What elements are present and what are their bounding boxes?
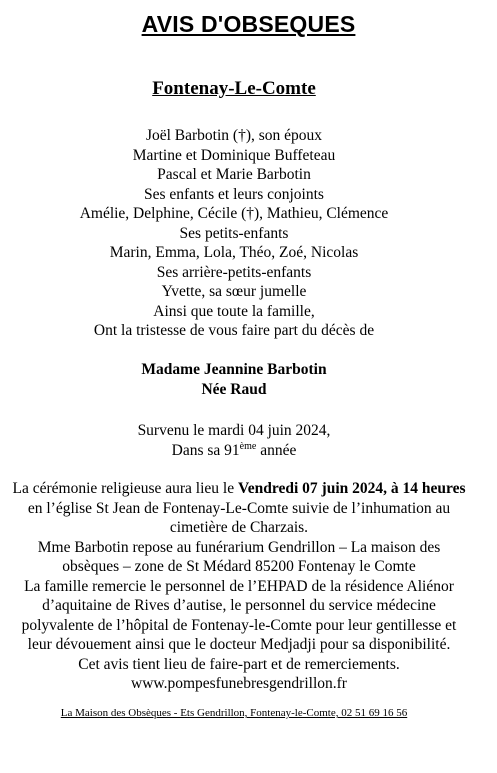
family-line: Amélie, Delphine, Cécile (†), Mathieu, Clémence bbox=[79, 205, 389, 222]
notice-line: Cet avis tient lieu de faire-part et de remerciements. bbox=[78, 655, 400, 673]
family-line: Ainsi que toute la famille, bbox=[153, 302, 315, 320]
ceremony-paragraph bbox=[8, 479, 470, 538]
family-line: Joël Barbotin (†), son époux bbox=[145, 127, 323, 144]
thanks-paragraph: La famille remercie le personnel de l’EHPAD de la résidence Aliénor d’aquitaine de Rives d’autise, le personnel du service médecine polyvalente de l’hôpital de Fontenay-le-Comte pour leur gentillesse et leur dévouement ainsi que le docteur Medjadji pour sa disponibilité. bbox=[21, 577, 457, 653]
age-line bbox=[0, 441, 468, 461]
deceased-maiden-name: Née Raud bbox=[201, 380, 267, 398]
ceremony-text-2: en l’église St Jean de Fontenay-Le-Comte suivie de l’inhumation au cimetière de Charzais. bbox=[27, 499, 451, 536]
ceremony-text-1: La cérémonie religieuse aura lieu le bbox=[12, 480, 238, 497]
death-date: Survenu le mardi 04 juin 2024, bbox=[137, 422, 331, 439]
rest-paragraph: Mme Barbotin repose au funérarium Gendrillon – La maison des obsèques – zone de St Médard 85200 Fontenay le Comte bbox=[37, 538, 441, 575]
details-block bbox=[8, 479, 470, 694]
footer-contact: La Maison des Obsèques - Ets Gendrillon, Fontenay-le-Comte, 02 51 69 16 56 bbox=[60, 707, 408, 719]
notice-title: AVIS D'OBSEQUES bbox=[141, 11, 356, 37]
death-date-block bbox=[0, 421, 468, 460]
family-line: Ses petits-enfants bbox=[179, 224, 289, 242]
family-line: Marin, Emma, Lola, Théo, Zoé, Nicolas bbox=[109, 244, 359, 261]
family-line: Ses enfants et leurs conjoints bbox=[144, 185, 324, 203]
family-line: Ses arrière-petits-enfants bbox=[156, 263, 312, 281]
age-suffix: année bbox=[256, 441, 297, 459]
family-line: Yvette, sa sœur jumelle bbox=[161, 283, 307, 300]
age-superscript: ème bbox=[239, 440, 257, 452]
deceased-name: Madame Jeannine Barbotin bbox=[141, 361, 327, 378]
ceremony-datetime: Vendredi 07 juin 2024, à 14 heures bbox=[237, 480, 466, 497]
family-line: Martine et Dominique Buffeteau bbox=[132, 146, 336, 164]
family-list bbox=[0, 126, 468, 341]
deceased-block bbox=[0, 360, 468, 399]
age-prefix: Dans sa 91 bbox=[171, 441, 240, 459]
website-link[interactable]: www.pompesfunebresgendrillon.fr bbox=[131, 675, 347, 692]
family-line: Pascal et Marie Barbotin bbox=[157, 166, 311, 183]
family-line: Ont la tristesse de vous faire part du décès de bbox=[93, 322, 375, 339]
location-heading: Fontenay-Le-Comte bbox=[152, 78, 316, 99]
